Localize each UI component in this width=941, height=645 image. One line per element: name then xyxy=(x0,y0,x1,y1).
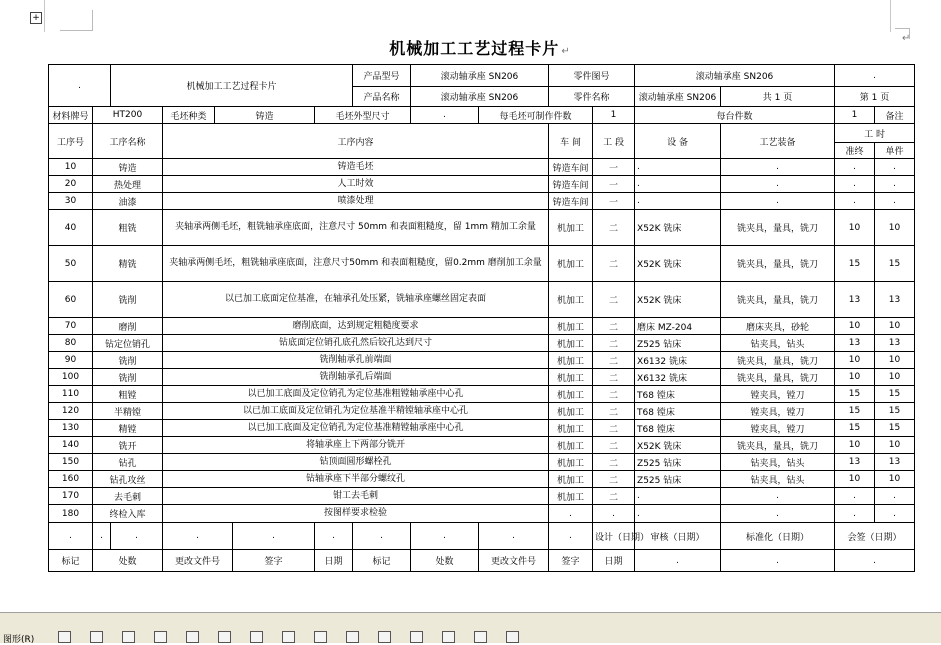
3d-icon[interactable] xyxy=(506,631,519,643)
step-no-cell: 120 xyxy=(49,403,93,420)
section-cell: 二 xyxy=(593,437,635,454)
step-name-cell: 热处理 xyxy=(93,176,163,193)
table-row xyxy=(49,437,915,454)
signoff-blank: . xyxy=(835,550,915,572)
unit-hours-cell: 15 xyxy=(875,420,915,437)
workshop-cell: 铸造车间 xyxy=(549,159,593,176)
table-row xyxy=(49,369,915,386)
col-unit: 单件 xyxy=(875,143,915,159)
pieces-per-machine: 1 xyxy=(835,107,875,124)
signoff-blank: . xyxy=(111,523,163,550)
pieces-per-machine-label: 每台件数 xyxy=(635,107,835,124)
equipment-cell: 磨床 MZ-204 xyxy=(635,318,721,335)
header-blank: . xyxy=(835,65,915,87)
prep-hours-cell: 10 xyxy=(835,369,875,386)
tooling-cell: 镗夹具，镗刀 xyxy=(721,420,835,437)
mark-label: 标记 xyxy=(49,550,93,572)
table-row xyxy=(49,246,915,282)
tooling-cell: . xyxy=(721,159,835,176)
step-content-cell: 钳工去毛刺 xyxy=(163,488,549,505)
equipment-cell: X52K 铣床 xyxy=(635,210,721,246)
image-icon[interactable] xyxy=(250,631,263,643)
table-row xyxy=(49,386,915,403)
step-no-cell: 90 xyxy=(49,352,93,369)
tooling-cell: . xyxy=(721,176,835,193)
step-name-cell: 半精镗 xyxy=(93,403,163,420)
step-name-cell: 钻孔 xyxy=(93,454,163,471)
equipment-cell: X52K 铣床 xyxy=(635,246,721,282)
tooling-cell: . xyxy=(721,488,835,505)
unit-hours-cell: 10 xyxy=(875,318,915,335)
prep-hours-cell: . xyxy=(835,159,875,176)
workshop-cell: 机加工 xyxy=(549,420,593,437)
step-no-cell: 10 xyxy=(49,159,93,176)
signoff-blank: . xyxy=(49,523,93,550)
part-drawing: 滚动轴承座 SN206 xyxy=(635,65,835,87)
col-workshop: 车 间 xyxy=(549,124,593,159)
unit-hours-cell: 10 xyxy=(875,352,915,369)
tooling-cell: 钻夹具，钻头 xyxy=(721,335,835,352)
step-content-cell: 夹轴承两侧毛坯，粗铣轴承座底面，注意尺寸50mm 和表面粗糙度，留0.2mm 磨削加工余量 xyxy=(163,246,549,282)
part-name: 滚动轴承座 SN206 xyxy=(635,87,721,107)
unit-hours-cell: 10 xyxy=(875,437,915,454)
section-cell: 二 xyxy=(593,318,635,335)
workshop-cell: 机加工 xyxy=(549,437,593,454)
equipment-cell: . xyxy=(635,159,721,176)
tooling-cell: 铣夹具，量具，铣刀 xyxy=(721,437,835,454)
paragraph-mark-icon: ↵ xyxy=(561,46,571,57)
process-card-table xyxy=(48,64,915,572)
equipment-cell: . xyxy=(635,176,721,193)
part-drawing-label: 零件图号 xyxy=(549,65,635,87)
workshop-cell: 机加工 xyxy=(549,282,593,318)
step-no-cell: 30 xyxy=(49,193,93,210)
section-cell: 一 xyxy=(593,193,635,210)
workshop-cell: 机加工 xyxy=(549,318,593,335)
tooling-cell: 铣夹具，量具，铣刀 xyxy=(721,369,835,386)
equipment-cell: X6132 铣床 xyxy=(635,369,721,386)
material-no: HT200 xyxy=(93,107,163,124)
workshop-cell: 机加工 xyxy=(549,246,593,282)
arrow-icon[interactable] xyxy=(58,631,71,643)
workshop-cell: 机加工 xyxy=(549,386,593,403)
prep-hours-cell: 10 xyxy=(835,210,875,246)
equipment-cell: . xyxy=(635,505,721,523)
unit-hours-cell: . xyxy=(875,505,915,523)
prep-hours-cell: 10 xyxy=(835,437,875,454)
date-label: 日期 xyxy=(593,550,635,572)
section-cell: 二 xyxy=(593,403,635,420)
ellipse-icon[interactable] xyxy=(122,631,135,643)
unit-hours-cell: . xyxy=(875,176,915,193)
table-row xyxy=(49,471,915,488)
signoff-blank: . xyxy=(721,550,835,572)
rect-icon[interactable] xyxy=(90,631,103,643)
tooling-cell: 镗夹具，镗刀 xyxy=(721,386,835,403)
drawing-toolbar xyxy=(0,612,941,643)
tooling-cell: 铣夹具，量具，铣刀 xyxy=(721,352,835,369)
step-content-cell: 喷漆处理 xyxy=(163,193,549,210)
table-row xyxy=(49,193,915,210)
step-name-cell: 油漆 xyxy=(93,193,163,210)
step-name-cell: 铣削 xyxy=(93,282,163,318)
tooling-cell: 钻夹具，钻头 xyxy=(721,454,835,471)
workshop-cell: 机加工 xyxy=(549,488,593,505)
unit-hours-cell: 13 xyxy=(875,335,915,352)
col-hours: 工 时 xyxy=(835,124,915,143)
step-no-cell: 140 xyxy=(49,437,93,454)
unit-hours-cell: 15 xyxy=(875,386,915,403)
section-cell: 二 xyxy=(593,386,635,403)
table-row xyxy=(49,282,915,318)
col-step-no: 工序号 xyxy=(49,124,93,159)
page-no: 第 1 页 xyxy=(835,87,915,107)
equipment-cell: T68 镗床 xyxy=(635,403,721,420)
workshop-cell: 机加工 xyxy=(549,471,593,488)
workshop-cell: 铸造车间 xyxy=(549,193,593,210)
material-no-label: 材料牌号 xyxy=(49,107,93,124)
product-model-label: 产品型号 xyxy=(353,65,411,87)
step-no-cell: 70 xyxy=(49,318,93,335)
col-equipment: 设 备 xyxy=(635,124,721,159)
workshop-cell: 机加工 xyxy=(549,335,593,352)
step-name-cell: 粗镗 xyxy=(93,386,163,403)
step-name-cell: 精镗 xyxy=(93,420,163,437)
font-color-icon[interactable] xyxy=(346,631,359,643)
unit-hours-cell: 10 xyxy=(875,369,915,386)
prep-hours-cell: . xyxy=(835,488,875,505)
step-content-cell: 铣削轴承孔后端面 xyxy=(163,369,549,386)
table-row xyxy=(49,488,915,505)
table-row xyxy=(49,420,915,437)
step-no-cell: 150 xyxy=(49,454,93,471)
unit-hours-cell: 10 xyxy=(875,210,915,246)
step-name-cell: 去毛刺 xyxy=(93,488,163,505)
col-tooling: 工艺装备 xyxy=(721,124,835,159)
tooling-cell: 镗夹具，镗刀 xyxy=(721,403,835,420)
unit-hours-cell: 15 xyxy=(875,246,915,282)
step-content-cell: 以已加工底面定位基准，在轴承孔处压紧，铣轴承座螺丝固定表面 xyxy=(163,282,549,318)
section-cell: 二 xyxy=(593,352,635,369)
prep-hours-cell: . xyxy=(835,193,875,210)
step-no-cell: 130 xyxy=(49,420,93,437)
section-cell: 一 xyxy=(593,176,635,193)
tooling-cell: 铣夹具，量具，铣刀 xyxy=(721,246,835,282)
product-name-label: 产品名称 xyxy=(353,87,411,107)
step-content-cell: 以已加工底面及定位销孔为定位基准粗镗轴承座中心孔 xyxy=(163,386,549,403)
prep-hours-cell: 15 xyxy=(835,386,875,403)
step-name-cell: 磨削 xyxy=(93,318,163,335)
sign-label: 签字 xyxy=(233,550,315,572)
tooling-cell: 铣夹具，量具，铣刀 xyxy=(721,282,835,318)
step-content-cell: 钻底面定位销孔底孔然后铰孔达到尺寸 xyxy=(163,335,549,352)
equipment-cell: . xyxy=(635,193,721,210)
signoff-blank: . xyxy=(549,523,593,550)
section-cell: 一 xyxy=(593,159,635,176)
sign-label: 签字 xyxy=(549,550,593,572)
step-no-cell: 170 xyxy=(49,488,93,505)
textbox-icon[interactable] xyxy=(154,631,167,643)
step-content-cell: 磨削底面，达到规定粗糙度要求 xyxy=(163,318,549,335)
line-color-icon[interactable] xyxy=(314,631,327,643)
workshop-cell: 机加工 xyxy=(549,352,593,369)
mark-label: 标记 xyxy=(353,550,411,572)
blank-type: 铸造 xyxy=(215,107,315,124)
step-content-cell: 钻轴承座下半部分螺纹孔 xyxy=(163,471,549,488)
prep-hours-cell: 10 xyxy=(835,318,875,335)
count-label: 处数 xyxy=(93,550,163,572)
unit-hours-cell: 13 xyxy=(875,454,915,471)
step-name-cell: 精铣 xyxy=(93,246,163,282)
line-style-icon[interactable] xyxy=(378,631,391,643)
tooling-cell: . xyxy=(721,505,835,523)
signoff-blank: . xyxy=(353,523,411,550)
change-doc-label: 更改文件号 xyxy=(479,550,549,572)
card-name: 机械加工工艺过程卡片 xyxy=(111,65,353,107)
document-title-text: 机械加工工艺过程卡片 xyxy=(389,39,560,58)
step-no-cell: 160 xyxy=(49,471,93,488)
equipment-cell: Z525 钻床 xyxy=(635,471,721,488)
table-row xyxy=(49,318,915,335)
signoff-blank: . xyxy=(163,523,233,550)
header-blank: . xyxy=(49,65,111,107)
pieces-per-blank: 1 xyxy=(593,107,635,124)
dash-style-icon[interactable] xyxy=(410,631,423,643)
table-row xyxy=(49,403,915,420)
step-no-cell: 80 xyxy=(49,335,93,352)
unit-hours-cell: 15 xyxy=(875,403,915,420)
design-date-label: 设计（日期） xyxy=(593,523,635,550)
step-content-cell: 按图样要求检验 xyxy=(163,505,549,523)
step-no-cell: 60 xyxy=(49,282,93,318)
arrow-style-icon[interactable] xyxy=(442,631,455,643)
change-doc-label: 更改文件号 xyxy=(163,550,233,572)
equipment-cell: . xyxy=(635,488,721,505)
prep-hours-cell: 10 xyxy=(835,352,875,369)
page-edge-right xyxy=(890,0,891,32)
step-name-cell: 钻孔攻丝 xyxy=(93,471,163,488)
tooling-cell: 磨床夹具，砂轮 xyxy=(721,318,835,335)
clipart-icon[interactable] xyxy=(218,631,231,643)
step-name-cell: 铣开 xyxy=(93,437,163,454)
section-cell: 二 xyxy=(593,454,635,471)
table-row xyxy=(49,505,915,523)
table-move-handle-icon[interactable]: + xyxy=(30,12,42,24)
date-label: 日期 xyxy=(315,550,353,572)
step-content-cell: 将轴承座上下两部分铣开 xyxy=(163,437,549,454)
workshop-cell: 铸造车间 xyxy=(549,176,593,193)
tooling-cell: 钻夹具，钻头 xyxy=(721,471,835,488)
step-content-cell: 钻顶面圆形螺栓孔 xyxy=(163,454,549,471)
workshop-cell: 机加工 xyxy=(549,210,593,246)
signoff-blank: . xyxy=(479,523,549,550)
total-pages: 共 1 页 xyxy=(721,87,835,107)
drawing-menu-label[interactable]: 图形(R) xyxy=(3,635,35,645)
col-section: 工 段 xyxy=(593,124,635,159)
unit-hours-cell: 13 xyxy=(875,282,915,318)
shadow-icon[interactable] xyxy=(474,631,487,643)
tooling-cell: 铣夹具，量具，铣刀 xyxy=(721,210,835,246)
equipment-cell: T68 镗床 xyxy=(635,386,721,403)
signoff-blank: . xyxy=(315,523,353,550)
step-name-cell: 铣削 xyxy=(93,352,163,369)
remarks-label: 备注 xyxy=(875,107,915,124)
step-name-cell: 终检入库 xyxy=(93,505,163,523)
step-content-cell: 以已加工底面及定位销孔为定位基准半精镗轴承座中心孔 xyxy=(163,403,549,420)
countersign-date-label: 会签（日期） xyxy=(835,523,915,550)
workshop-cell: 机加工 xyxy=(549,403,593,420)
section-cell: 二 xyxy=(593,471,635,488)
step-no-cell: 110 xyxy=(49,386,93,403)
blank-type-label: 毛坯种类 xyxy=(163,107,215,124)
blank-size-label: 毛坯外型尺寸 xyxy=(315,107,411,124)
step-no-cell: 40 xyxy=(49,210,93,246)
unit-hours-cell: 10 xyxy=(875,471,915,488)
product-model: 滚动轴承座 SN206 xyxy=(411,65,549,87)
page-corner-marker xyxy=(60,10,93,31)
blank-size: . xyxy=(411,107,479,124)
prep-hours-cell: 15 xyxy=(835,420,875,437)
signoff-blank: . xyxy=(233,523,315,550)
col-content: 工序内容 xyxy=(163,124,549,159)
step-no-cell: 50 xyxy=(49,246,93,282)
table-row xyxy=(49,210,915,246)
tooling-cell: . xyxy=(721,193,835,210)
section-cell: 二 xyxy=(593,246,635,282)
step-content-cell: 铣削轴承孔前端面 xyxy=(163,352,549,369)
paragraph-mark-icon: ↵ xyxy=(902,33,911,44)
product-name: 滚动轴承座 SN206 xyxy=(411,87,549,107)
document-title xyxy=(300,36,660,59)
fill-icon[interactable] xyxy=(282,631,295,643)
workshop-cell: . xyxy=(549,505,593,523)
section-cell: 二 xyxy=(593,210,635,246)
prep-hours-cell: . xyxy=(835,176,875,193)
prep-hours-cell: 15 xyxy=(835,403,875,420)
page-edge-left xyxy=(44,0,45,32)
signoff-blank: . xyxy=(635,550,721,572)
table-row xyxy=(49,454,915,471)
part-name-label: 零件名称 xyxy=(549,87,635,107)
unit-hours-cell: . xyxy=(875,488,915,505)
step-content-cell: 夹轴承两侧毛坯，粗铣轴承座底面，注意尺寸 50mm 和表面粗糙度，留 1mm 精加工余量 xyxy=(163,210,549,246)
review-date-label: 审核（日期） xyxy=(635,523,721,550)
signoff-blank: . xyxy=(411,523,479,550)
pieces-per-blank-label: 每毛坯可制作件数 xyxy=(479,107,593,124)
count-label: 处数 xyxy=(411,550,479,572)
equipment-cell: X6132 铣床 xyxy=(635,352,721,369)
unit-hours-cell: . xyxy=(875,193,915,210)
equipment-cell: Z525 钻床 xyxy=(635,454,721,471)
signoff-blank: . xyxy=(93,523,111,550)
step-no-cell: 180 xyxy=(49,505,93,523)
workshop-cell: 机加工 xyxy=(549,454,593,471)
section-cell: . xyxy=(593,505,635,523)
col-prep: 准终 xyxy=(835,143,875,159)
equipment-cell: X52K 铣床 xyxy=(635,282,721,318)
step-name-cell: 粗铣 xyxy=(93,210,163,246)
col-step-name: 工序名称 xyxy=(93,124,163,159)
prep-hours-cell: 15 xyxy=(835,246,875,282)
standardize-date-label: 标准化（日期） xyxy=(721,523,835,550)
table-row xyxy=(49,335,915,352)
process-rows xyxy=(49,159,915,523)
table-row xyxy=(49,176,915,193)
prep-hours-cell: . xyxy=(835,505,875,523)
equipment-cell: T68 镗床 xyxy=(635,420,721,437)
section-cell: 二 xyxy=(593,488,635,505)
section-cell: 二 xyxy=(593,420,635,437)
section-cell: 二 xyxy=(593,369,635,386)
step-name-cell: 钻定位销孔 xyxy=(93,335,163,352)
step-content-cell: 人工时效 xyxy=(163,176,549,193)
prep-hours-cell: 13 xyxy=(835,454,875,471)
step-content-cell: 铸造毛坯 xyxy=(163,159,549,176)
step-no-cell: 100 xyxy=(49,369,93,386)
step-content-cell: 以已加工底面及定位销孔为定位基准精镗轴承座中心孔 xyxy=(163,420,549,437)
prep-hours-cell: 13 xyxy=(835,335,875,352)
prep-hours-cell: 10 xyxy=(835,471,875,488)
step-name-cell: 铣削 xyxy=(93,369,163,386)
wordart-icon[interactable] xyxy=(186,631,199,643)
step-no-cell: 20 xyxy=(49,176,93,193)
section-cell: 二 xyxy=(593,282,635,318)
section-cell: 二 xyxy=(593,335,635,352)
workshop-cell: 机加工 xyxy=(549,369,593,386)
equipment-cell: X52K 铣床 xyxy=(635,437,721,454)
table-row xyxy=(49,352,915,369)
prep-hours-cell: 13 xyxy=(835,282,875,318)
unit-hours-cell: . xyxy=(875,159,915,176)
table-row xyxy=(49,159,915,176)
equipment-cell: Z525 钻床 xyxy=(635,335,721,352)
step-name-cell: 铸造 xyxy=(93,159,163,176)
